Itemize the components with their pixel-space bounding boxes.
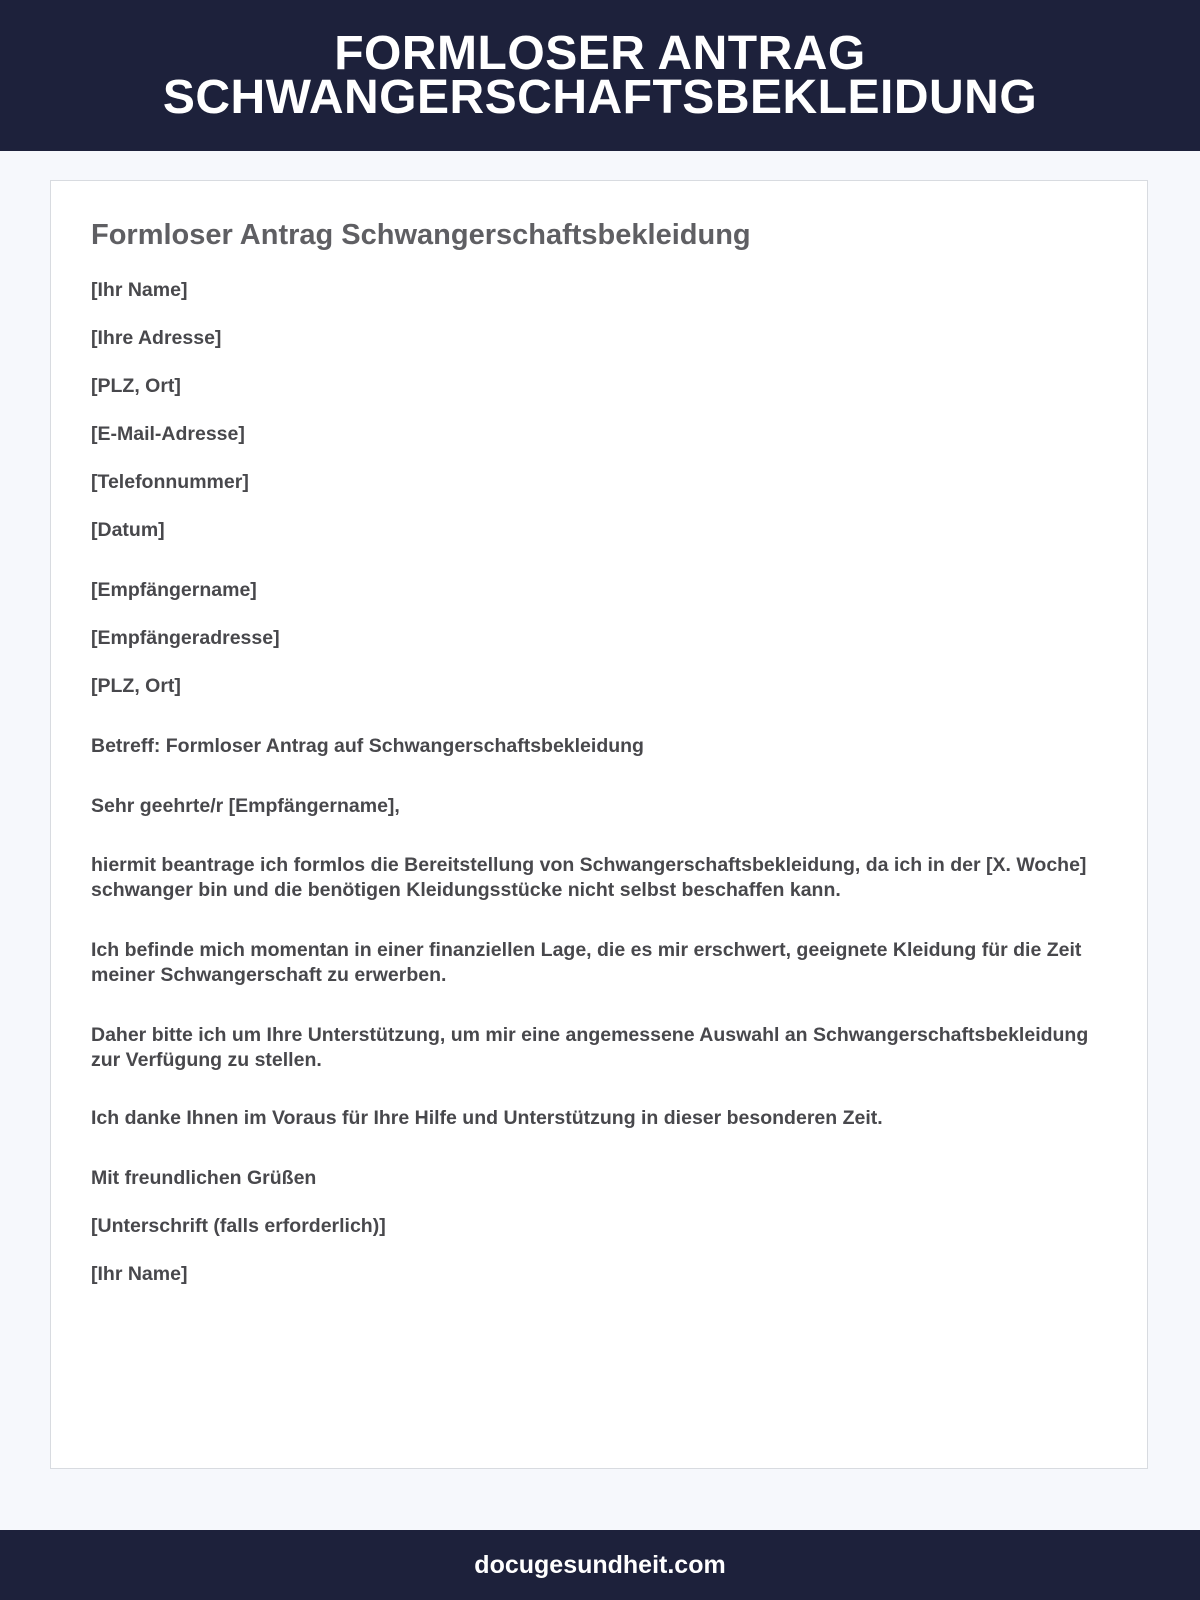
signature-placeholder: [Unterschrift (falls erforderlich)] (91, 1215, 386, 1237)
document-title: Formloser Antrag Schwangerschaftsbekleidung (91, 219, 751, 251)
subject-line: Betreff: Formloser Antrag auf Schwangerschaftsbekleidung (91, 735, 644, 757)
sender-name: [Ihr Name] (91, 279, 188, 301)
page-header (0, 0, 1200, 151)
recipient-plz-ort: [PLZ, Ort] (91, 675, 181, 697)
signature-name: [Ihr Name] (91, 1263, 188, 1285)
header-title-line-2: SCHWANGERSCHAFTSBEKLEIDUNG (162, 70, 1038, 124)
footer-site-name: docugesundheit.com (474, 1550, 726, 1579)
header-title-line-1: FORMLOSER ANTRAG (334, 26, 866, 80)
closing: Mit freundlichen Grüßen (91, 1167, 317, 1189)
document-card (50, 180, 1148, 1469)
page-footer (0, 1530, 1200, 1600)
body-paragraph-1: hiermit beantrage ich formlos die Bereitstellung von Schwangerschaftsbekleidung, da ich in der [X. Woche] schwanger bin und die benötigen Kleidungsstücke nicht selbst beschaffen kann. (91, 854, 1087, 901)
sender-email: [E-Mail-Adresse] (91, 423, 245, 445)
recipient-address: [Empfängeradresse] (91, 627, 280, 649)
salutation: Sehr geehrte/r [Empfängername], (91, 795, 400, 817)
recipient-name: [Empfängername] (91, 579, 257, 601)
sender-phone: [Telefonnummer] (91, 471, 249, 493)
sender-plz-ort: [PLZ, Ort] (91, 375, 181, 397)
letter-date: [Datum] (91, 519, 165, 541)
body-paragraph-2: Ich befinde mich momentan in einer finanziellen Lage, die es mir erschwert, geeignete Kleidung für die Zeit meiner Schwangerschaft zu erwerben. (91, 939, 1082, 986)
sender-address: [Ihre Adresse] (91, 327, 222, 349)
body-paragraph-3: Daher bitte ich um Ihre Unterstützung, um mir eine angemessene Auswahl an Schwangerschaftsbekleidung zur Verfügung zu stellen. (91, 1024, 1089, 1071)
body-paragraph-4: Ich danke Ihnen im Voraus für Ihre Hilfe und Unterstützung in dieser besonderen Zeit. (91, 1107, 883, 1129)
